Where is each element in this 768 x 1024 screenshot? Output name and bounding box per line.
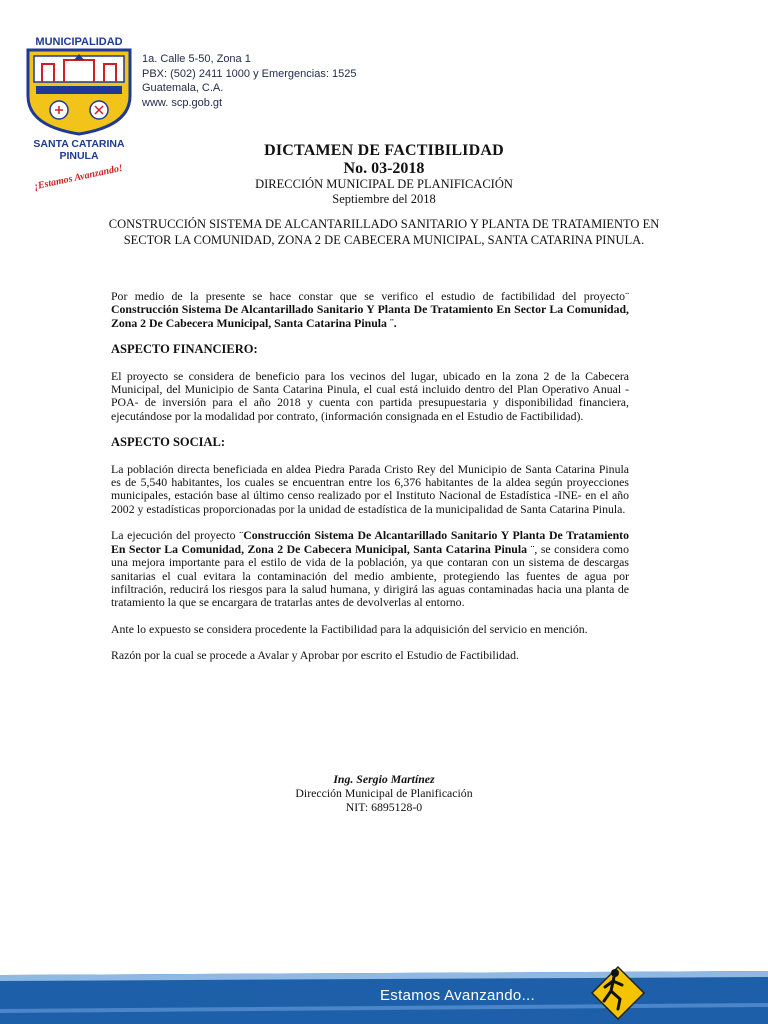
document-body <box>111 290 629 676</box>
social-paragraph: La población directa beneficiada en aldea Piedra Parada Cristo Rey del Municipio de Santa Catarina Pinula es de 5,540 habitantes, los cuales se encuentran entre los 6,376 habitantes de la aldea según proyecciones municipales, estación base al último censo realizado por el Instituto Nacional de Estadística -INE- en el año 2002 y estadísticas proporcionadas por la unidad de estadística de la municipalidad de Santa Catarina Pinula. <box>111 461 629 516</box>
approval-paragraph: Razón por la cual se procede a Avalar y Aprobar por escrito el Estudio de Factibilidad. <box>111 648 519 663</box>
document-title: DICTAMEN DE FACTIBILIDAD <box>264 142 504 159</box>
footer-slogan: Estamos Avanzando... <box>380 987 535 1004</box>
document-date: Septiembre del 2018 <box>332 192 436 206</box>
logo-org-bottom-1: SANTA CATARINA <box>33 138 125 150</box>
logo-org-bottom-2: PINULA <box>59 150 99 162</box>
signatory-nit: NIT: 6895128-0 <box>345 800 423 814</box>
signature-block <box>0 772 768 814</box>
signatory-role: Dirección Municipal de Planificación <box>295 786 473 800</box>
execution-prefix: La ejecución del proyecto ¨ <box>111 528 244 543</box>
financial-heading: ASPECTO FINANCIERO: <box>111 342 258 357</box>
footer-band <box>0 965 768 1024</box>
title-block <box>0 142 768 207</box>
contact-web: www. scp.gob.gt <box>142 96 223 109</box>
logo-slogan: ¡Estamos Avanzando! <box>33 162 124 193</box>
logo-org-top: MUNICIPALIDAD <box>35 36 123 48</box>
department-name: DIRECCIÓN MUNICIPAL DE PLANIFICACIÓN <box>255 177 513 191</box>
intro-project-name: Construcción Sistema De Alcantarillado Sanitario Y Planta De Tratamiento En Sector La Comunidad, Zona 2 De Cabecera Municipal, Santa Catarina Pinula ¨. <box>111 302 629 330</box>
intro-paragraph <box>111 290 629 330</box>
signatory-name: Ing. Sergio Martínez <box>333 772 435 786</box>
intro-text: Por medio de la presente se hace constar que se verifico el estudio de factibilidad del proyecto¨ <box>111 289 629 303</box>
project-heading: CONSTRUCCIÓN SISTEMA DE ALCANTARILLADO SANITARIO Y PLANTA DE TRATAMIENTO EN SECTOR LA COMUNIDAD, ZONA 2 DE CABECERA MUNICIPAL, SANTA CATARINA PINULA. <box>108 217 660 247</box>
financial-paragraph: El proyecto se considera de beneficio para los vecinos del lugar, ubicado en la zona 2 de la Cabecera Municipal, del Municipio de Santa Catarina Pinula, el cual está incluido dentro del Plan Operativo Anual -POA- de inversión para el año 2018 y cuenta con partida presupuestaria y disponibilidad financiera, ejecutándose por la modalidad por contrato, (información consignada en el Estudio de Factibilidad). <box>111 368 629 423</box>
social-heading: ASPECTO SOCIAL: <box>111 435 226 450</box>
execution-suffix: ¨, se considera como una mejora importante para el estilo de vida de la población, ya que contaran con un sistema de descargas sanitarias el cual evitara la contaminación del medio ambiente, protegiendo las fuentes de agua por infiltración, reducirá los riesgos para la salud humana, y dirigirá las aguas contaminadas hacia una planta de tratamiento la que se encargara de tratarlas antes de devolverlas al entorno. <box>111 541 629 610</box>
document-number: No. 03-2018 <box>343 160 425 177</box>
execution-project-name: Construcción Sistema De Alcantarillado Sanitario Y Planta De Tratamiento En Sector La Comunidad, Zona 2 De Cabecera Municipal, Santa Catarina Pinula <box>111 528 629 556</box>
conclusion-paragraph: Ante lo expuesto se considera procedente la Factibilidad para la adquisición del servicio en mención. <box>111 621 588 636</box>
contact-address: 1a. Calle 5-50, Zona 1 <box>142 53 251 65</box>
contact-phone: PBX: (502) 2411 1000 y Emergencias: 1525 <box>142 67 357 80</box>
contact-info <box>142 52 356 110</box>
contact-city: Guatemala, C.A. <box>142 82 224 94</box>
execution-paragraph <box>111 529 629 609</box>
